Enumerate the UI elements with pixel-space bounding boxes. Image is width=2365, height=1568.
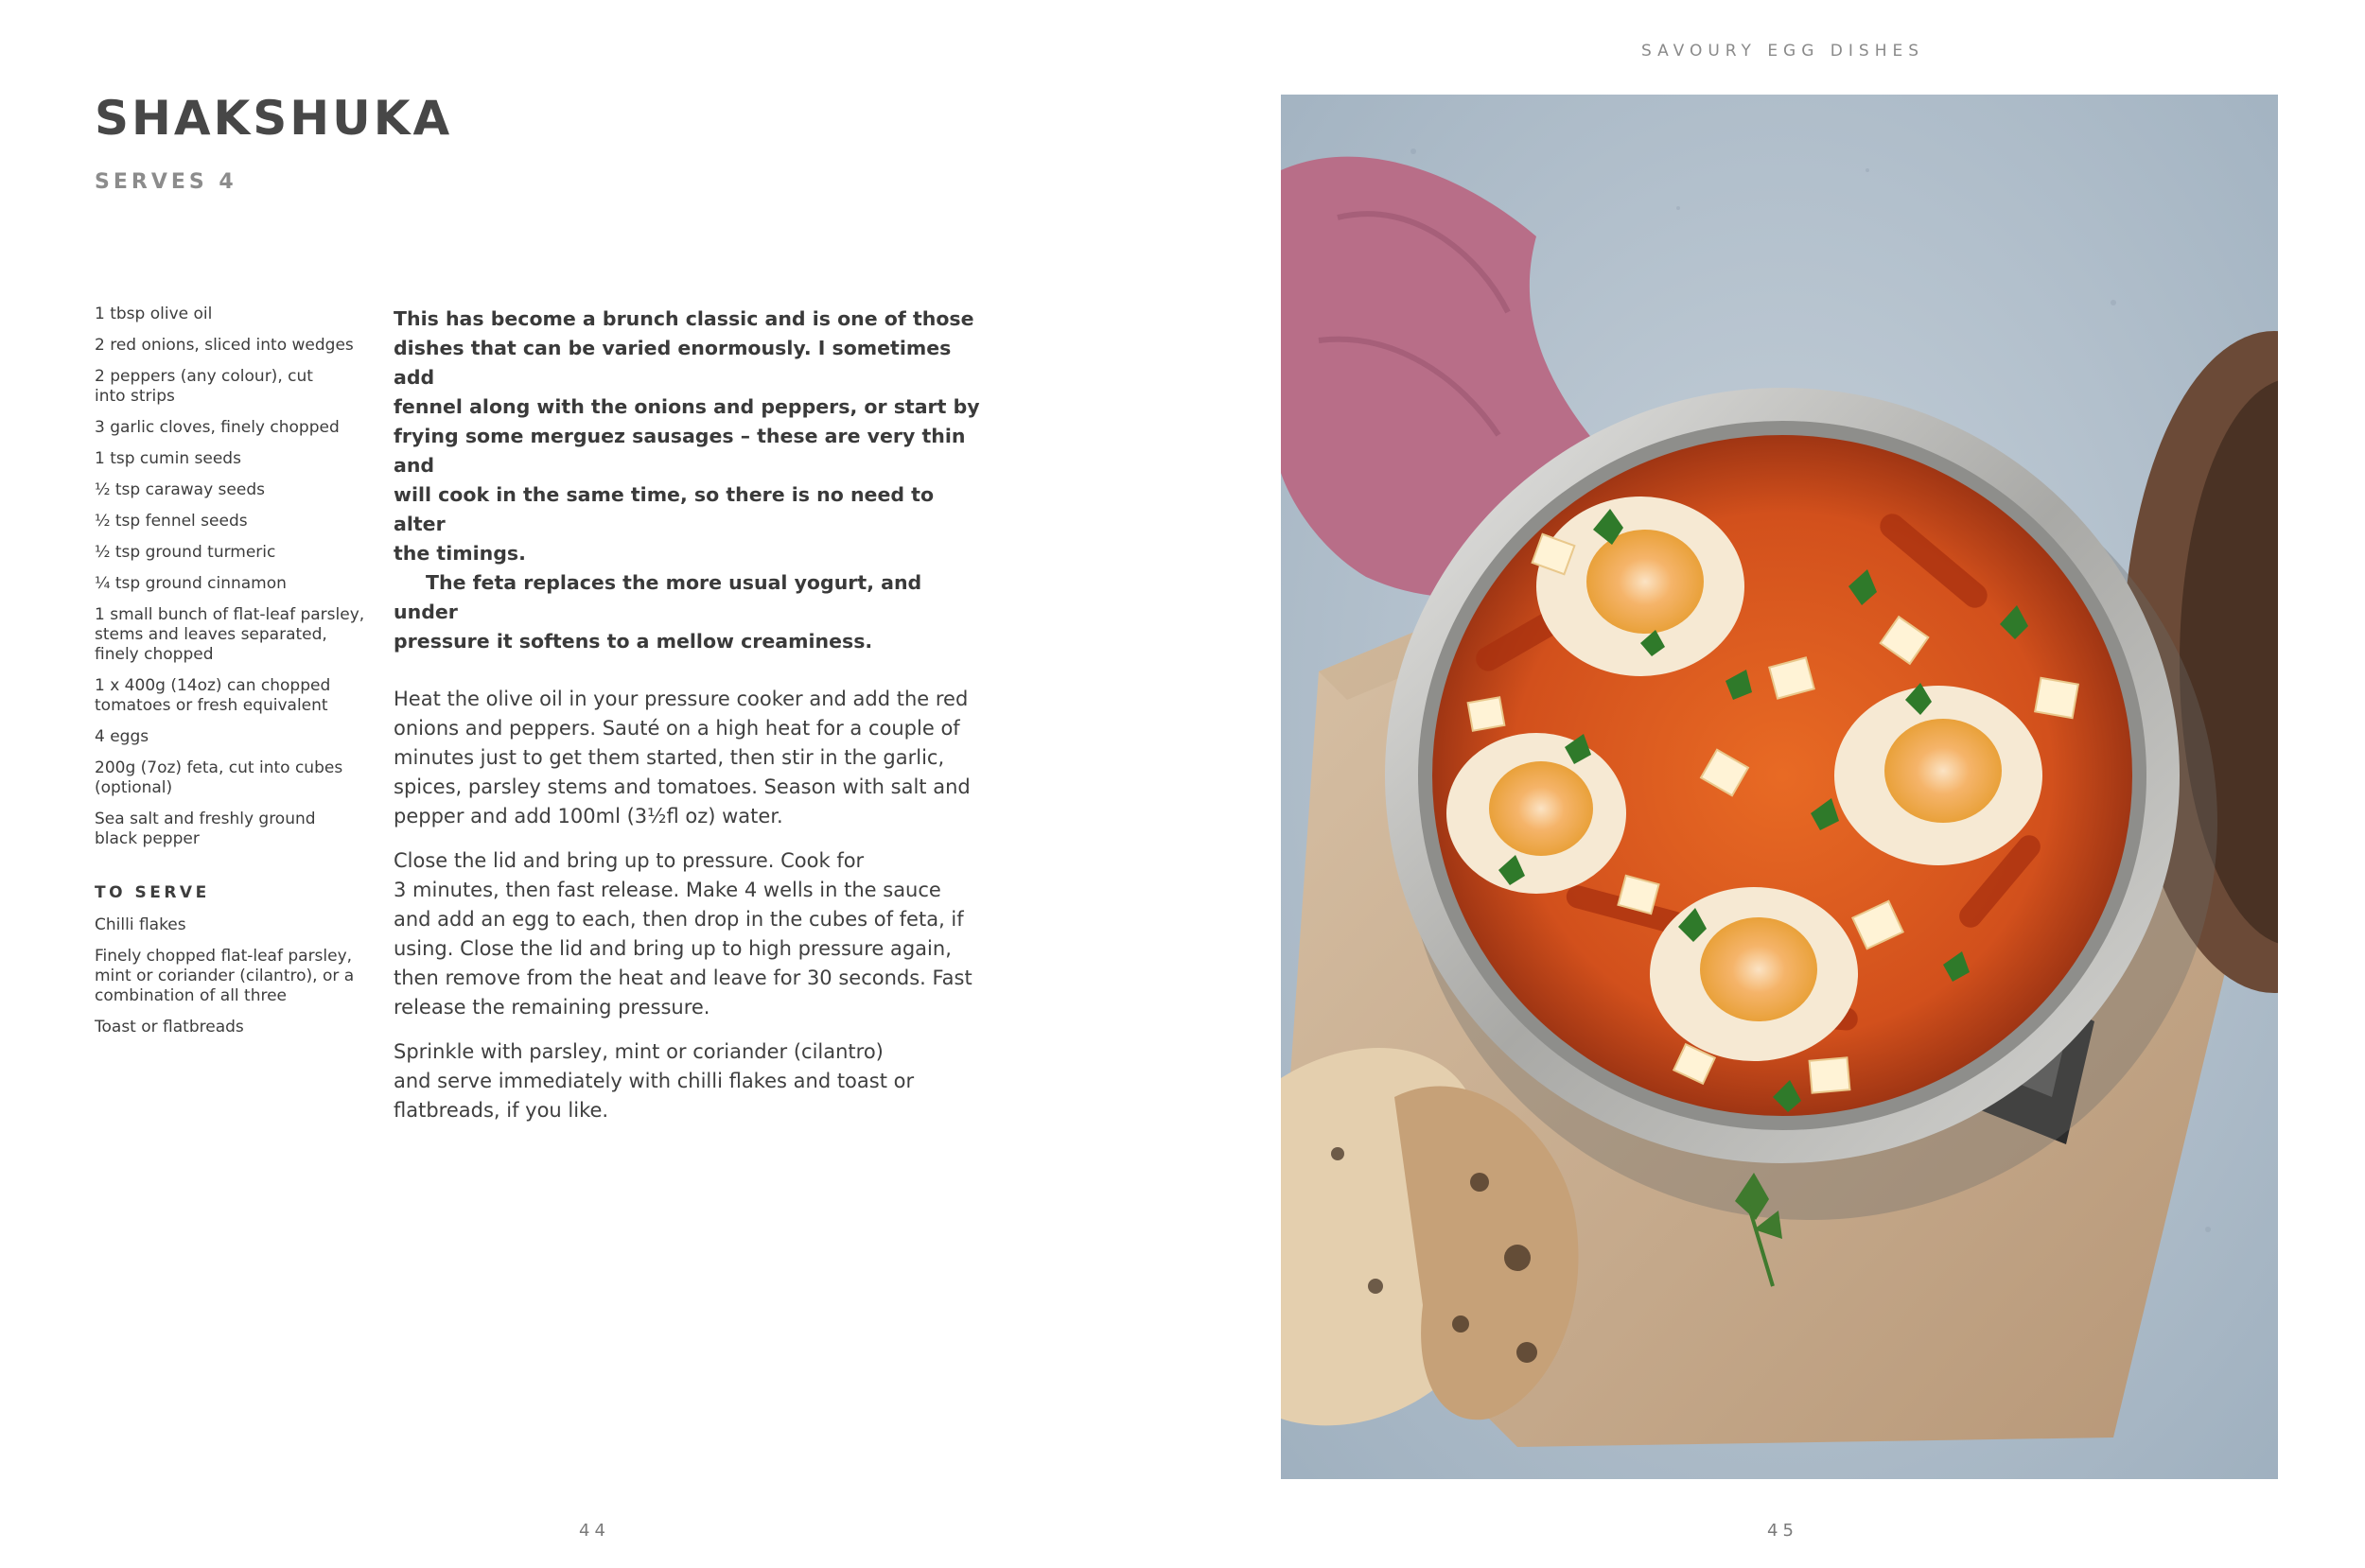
to-serve-item: Toast or flatbreads <box>95 1018 244 1037</box>
right-page <box>1182 0 2365 1568</box>
shakshuka-photo <box>1281 95 2278 1479</box>
ingredient-item: 2 red onions, sliced into wedges <box>95 336 354 355</box>
ingredient-item: 1 small bunch of flat-leaf parsley, stems and leaves separated, finely chopped <box>95 605 365 664</box>
running-head: SAVOURY EGG DISHES <box>1641 42 1925 61</box>
ingredient-item: ½ tsp ground turmeric <box>95 543 276 562</box>
ingredient-item: 4 eggs <box>95 727 149 746</box>
ingredient-item: 3 garlic cloves, finely chopped <box>95 418 340 437</box>
recipe-title: SHAKSHUKA <box>95 91 453 146</box>
method-step: Sprinkle with parsley, mint or coriander (cilantro) and serve immediately with chilli flakes and toast or flatbreads, if you like. <box>394 1040 915 1122</box>
photo-illustration <box>1281 95 2278 1479</box>
intro-paragraph: This has become a brunch classic and is one of those dishes that can be varied enormously. I sometimes add fennel along with the onions and peppers, or start by frying some merguez sausages – these are very thin and will cook in the same time, so there is no need to alter the timings. <box>394 307 980 565</box>
method-steps <box>394 685 980 1125</box>
method-step: Close the lid and bring up to pressure. Cook for 3 minutes, then fast release. Make 4 wells in the sauce and add an egg to each, then drop in the cubes of feta, if using. Close the lid and bring up to high pressure again, then remove from the heat and leave for 30 seconds. Fast release the remaining pressure. <box>394 849 972 1019</box>
ingredient-item: ¼ tsp ground cinnamon <box>95 574 287 593</box>
ingredient-item: 1 tbsp olive oil <box>95 305 213 323</box>
page-number: 45 <box>1767 1521 1798 1541</box>
page-number: 44 <box>579 1521 610 1541</box>
ingredient-item: ½ tsp caraway seeds <box>95 480 265 499</box>
ingredient-item: ½ tsp fennel seeds <box>95 512 248 531</box>
left-page <box>0 0 1182 1568</box>
ingredient-item: 1 tsp cumin seeds <box>95 449 241 468</box>
to-serve-item: Chilli flakes <box>95 915 186 934</box>
ingredient-item: 200g (7oz) feta, cut into cubes (optional) <box>95 758 343 797</box>
method-column <box>394 305 980 1141</box>
intro-paragraph: The feta replaces the more usual yogurt, and under pressure it softens to a mellow creaminess. <box>394 571 922 653</box>
ingredient-item: 1 x 400g (14oz) can chopped tomatoes or fresh equivalent <box>95 676 331 715</box>
ingredient-item: 2 peppers (any colour), cut into strips <box>95 367 313 406</box>
ingredients-list <box>95 305 378 1049</box>
serves-label: SERVES 4 <box>95 170 237 194</box>
to-serve-heading: TO SERVE <box>95 883 210 902</box>
ingredient-item: Sea salt and freshly ground black pepper <box>95 810 316 848</box>
to-serve-item: Finely chopped flat-leaf parsley, mint or coriander (cilantro), or a combination of all three <box>95 947 355 1005</box>
method-step: Heat the olive oil in your pressure cooker and add the red onions and peppers. Sauté on a high heat for a couple of minutes just to get them started, then stir in the garlic, spices, parsley stems and tomatoes. Season with salt and pepper and add 100ml (3½fl oz) water. <box>394 688 971 828</box>
